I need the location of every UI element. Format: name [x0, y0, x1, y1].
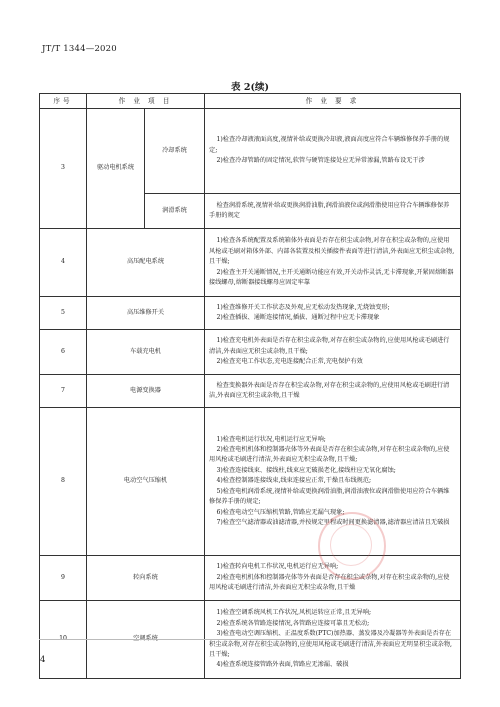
row-number: 4	[40, 229, 87, 297]
requirement-cell	[205, 109, 461, 194]
requirement-cell	[205, 375, 461, 408]
table-row	[40, 109, 461, 194]
requirement-text: 1)检查维修开关工作状态及外观,应无松动发热现象,无烧蚀变形;	[216, 303, 390, 311]
table-row	[40, 229, 461, 297]
sub-item: 润滑系统	[145, 194, 205, 229]
requirement-cell	[205, 330, 461, 375]
requirement-text: 7)检查空气滤清器或油滤清器,并按规定里程或时间更换滤清器,滤清器应清洁且无破损	[216, 518, 450, 526]
page-number: 4	[40, 655, 46, 665]
row-number: 8	[40, 408, 87, 556]
requirement-text: 检查润滑系统,视情补给或更换润滑油脂,润滑油液位或润滑脂使用应符合车辆维修保养手册的规定	[209, 201, 450, 219]
col-header-no: 序号	[40, 94, 87, 109]
requirement-text: 检查变换器外表面是否存在积尘或杂物,对存在积尘或杂物的,应使用风枪或毛刷进行清洁,外表面应无积尘或杂物,且干燥	[209, 381, 450, 399]
requirement-cell	[205, 229, 461, 297]
requirement-text: 1)检查各系统配置及系统箱体外表面是否存在积尘或杂物,对存在积尘或杂物的,应使用风枪或毛刷对箱体外部、内部各装置及相关插接件表面等进行清洁,外表面应无积尘或杂物,且干燥;	[209, 237, 455, 266]
requirement-text: 1)检查电机运行状况,电机运行应无异响;	[216, 435, 326, 443]
item-name: 电源变换器	[87, 375, 205, 408]
standard-code-header: JT/T 1344—2020	[42, 44, 117, 54]
requirement-cell	[205, 194, 461, 229]
requirement-text: 2)检查插拔、通断连接情况,插拔、通断过程中应无卡滞现象	[216, 314, 380, 321]
requirement-text: 2)检查电机机体和控制器壳体等外表面是否存在积尘或杂物,对存在积尘或杂物的,应使用风枪或毛刷进行清洁,外表面应无积尘或杂物,且干燥	[209, 573, 450, 592]
requirement-text: 2)检查系统各管路连接情况,各管路应连接可靠且无松动;	[216, 619, 370, 627]
sub-item: 冷却系统	[145, 109, 205, 194]
row-number: 10	[40, 601, 87, 679]
table-row	[40, 408, 461, 556]
maintenance-table	[39, 93, 461, 679]
item-name: 电动空气压缩机	[87, 408, 205, 556]
requirement-text: 1)检查冷却液液面高度,视情补给或更换冷却液,液面高度应符合车辆维修保养手册的规定;	[209, 136, 450, 154]
watermark-seal	[318, 512, 386, 580]
requirement-text: 2)检查主开关通断情况,主开关通断功能应有效,开关动作灵活,无卡滞现象,开紧固熔断器接线螺母,熔断器接线螺母应固定牢靠	[209, 268, 454, 287]
table-caption: 表 2(续)	[231, 82, 269, 93]
table-header-row	[40, 94, 461, 109]
col-header-requirement: 作 业 要 求	[205, 94, 461, 109]
requirement-text: 2)检查充电工作状态,充电连接配合正常,充电保护有效	[216, 358, 363, 366]
col-header-item: 作 业 项 目	[87, 94, 205, 109]
row-number: 6	[40, 330, 87, 375]
requirement-text: 6)检查电动空气压缩机管路,管路应无漏气现象;	[216, 508, 345, 516]
table-row	[40, 297, 461, 330]
item-group: 驱动电机系统	[87, 109, 145, 229]
item-name: 车载充电机	[87, 330, 205, 375]
table-row	[40, 375, 461, 408]
row-number: 5	[40, 297, 87, 330]
item-name: 高压配电系统	[87, 229, 205, 297]
requirement-text: 1)检查充电机外表面是否存在积尘或杂物,对存在积尘或杂物的,应使用风枪或毛刷进行清洁,外表面应无积尘或杂物,且干燥;	[209, 337, 450, 355]
footer-divider	[39, 639, 460, 640]
table-row	[40, 330, 461, 375]
item-name: 转向系统	[87, 556, 205, 601]
requirement-text: 2)检查冷却管路的固定情况,软管与硬管连接处应无异常渗漏,管路布设无干涉	[216, 157, 425, 165]
requirement-text: 4)检查控制器连接线束,线束连接应正常,干燥且布线规范;	[216, 477, 372, 485]
requirement-text: 2)检查电机机体和控制器壳体等外表面是否存在积尘或杂物,对存在积尘或杂物的,应使用风枪或毛刷进行清洁,外表面应无积尘或杂物,且干燥;	[209, 446, 450, 464]
requirement-text: 1)检查空调系统风机工作状况,风机运转应正常,且无异响;	[216, 609, 372, 617]
requirement-text: 1)检查转向电机工作状况,电机运行应无异响;	[216, 563, 339, 571]
requirement-text: 3)检查电动空调压缩机、正温度系数(PTC)加热器、蒸发器及冷凝器等外表面是否存在积尘或杂物,对存在积尘或杂物的,应使用风枪或毛刷进行清洁,外表面应无明显积尘或杂物,且干燥;	[209, 630, 453, 658]
requirement-text: 4)检查系统连接管路外表面,管路应无渗漏、破损	[216, 661, 349, 669]
row-number: 7	[40, 375, 87, 408]
requirement-cell	[205, 297, 461, 330]
table-row	[40, 556, 461, 601]
item-name: 空调系统	[87, 601, 205, 679]
row-number: 3	[40, 109, 87, 229]
requirement-text: 3)检查连接线束、接线柱,线束应无破损老化,接线柱应无氧化腐蚀;	[216, 466, 396, 474]
item-name: 高压维修开关	[87, 297, 205, 330]
row-number: 9	[40, 556, 87, 601]
requirement-text: 5)检查电机润滑系统,视情补给或更换润滑油脂,润滑油液位或润滑脂使用应符合车辆维修保养手册的规定;	[209, 487, 450, 506]
